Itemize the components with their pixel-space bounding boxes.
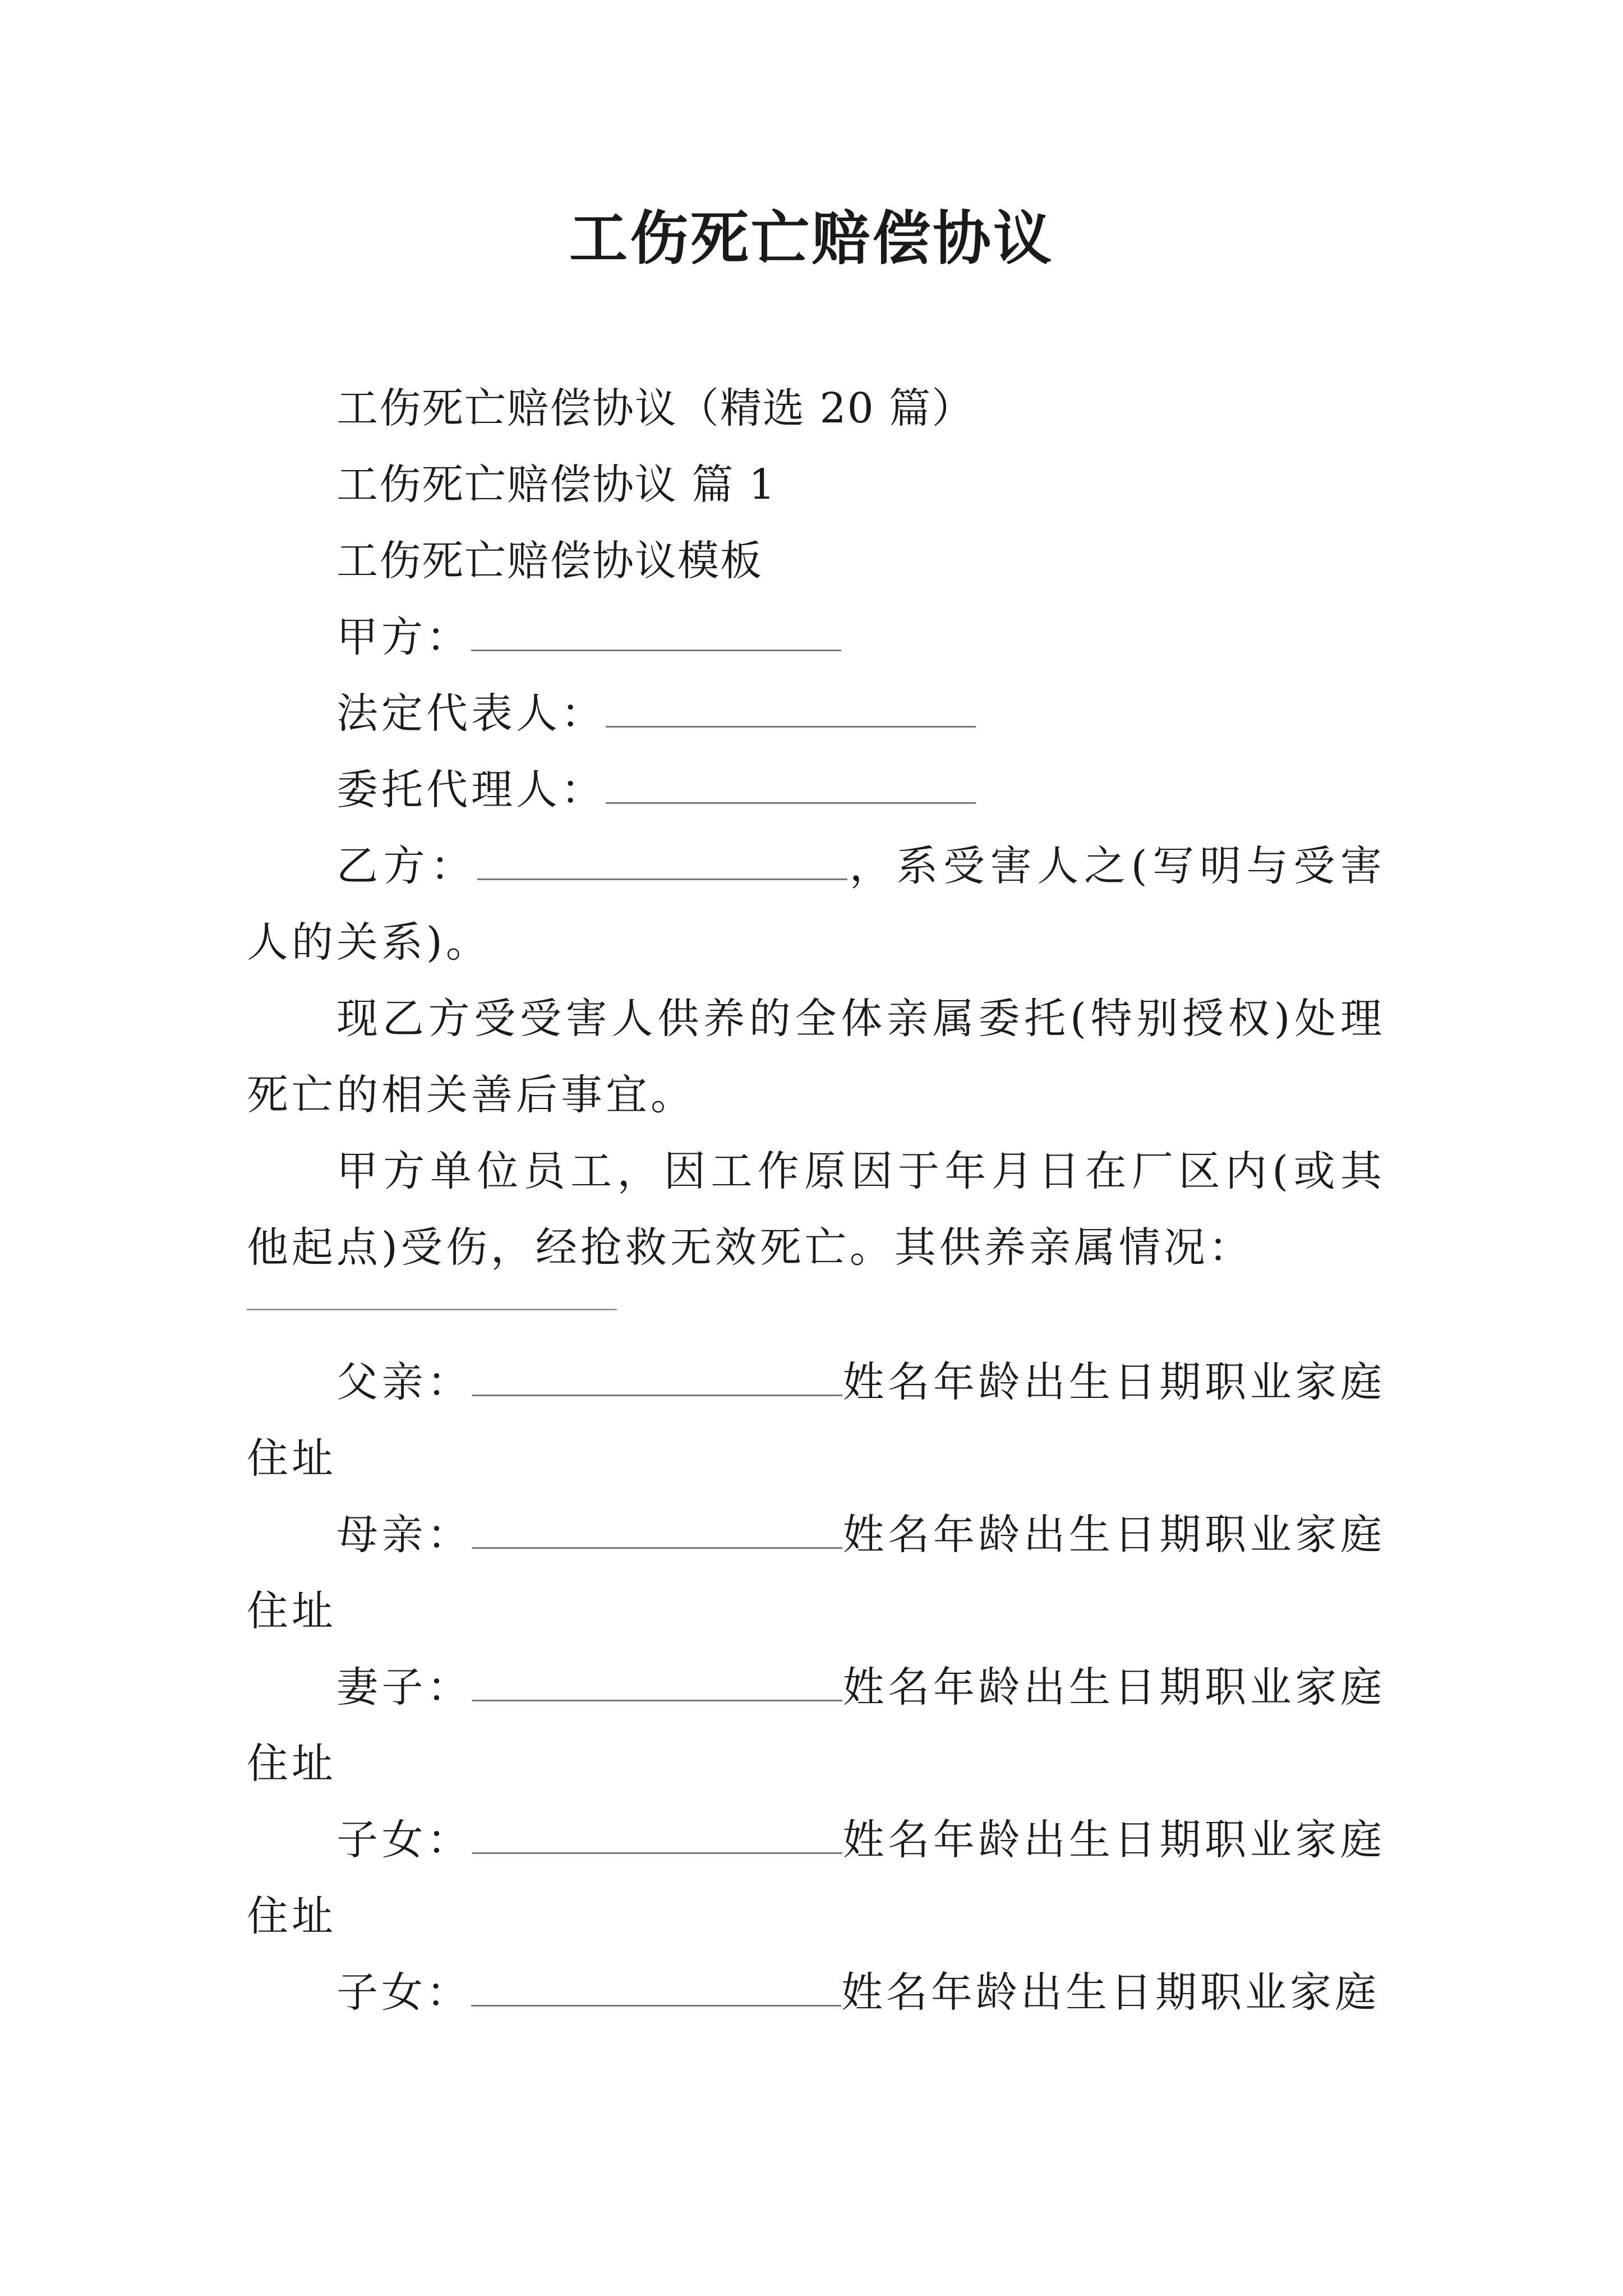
child1-blank[interactable]	[472, 1819, 842, 1854]
agent-label: 委托代理人：	[336, 766, 606, 814]
child2-blank[interactable]	[471, 1971, 841, 2007]
legal-rep-label: 法定代表人：	[336, 689, 606, 738]
relative-mother-line	[247, 1497, 1385, 1649]
document-title: 工伤死亡赔偿协议	[569, 204, 1054, 273]
mother-blank[interactable]	[472, 1513, 842, 1549]
template-heading: 工伤死亡赔偿协议模板	[336, 537, 763, 585]
party-b-blank[interactable]	[477, 845, 847, 880]
wife-label: 妻子：	[336, 1663, 472, 1711]
legal-rep-blank[interactable]	[606, 692, 976, 728]
relative-father-line	[247, 1344, 1385, 1497]
father-suffix: 姓名年龄出生日期职业家庭住址	[247, 1358, 1385, 1483]
party-b-label: 乙方：	[336, 842, 478, 890]
paragraph-entrust: 现乙方受受害人供养的全体亲属委托(特别授权)处理死亡的相关善后事宜。	[247, 995, 1385, 1119]
party-a-line	[247, 599, 1385, 675]
relative-child-line	[247, 1954, 1385, 2031]
agent-blank[interactable]	[606, 769, 976, 804]
party-a-label: 甲方：	[336, 613, 471, 661]
document-body	[247, 370, 1385, 2031]
paragraph-incident: 甲方单位员工，因工作原因于年月日在厂区内(或其他起点)受伤，经抢救无效死亡。其供养亲属情况：	[247, 1147, 1385, 1272]
party-b-line	[247, 828, 1385, 981]
child1-label: 子女：	[336, 1816, 472, 1864]
child2-suffix: 姓名年龄出生日期职业家庭	[841, 1968, 1380, 2017]
mother-suffix: 姓名年龄出生日期职业家庭住址	[247, 1511, 1385, 1635]
relative-wife-line	[247, 1649, 1385, 1802]
child1-suffix: 姓名年龄出生日期职业家庭住址	[247, 1816, 1385, 1940]
subtitle-line: 工伤死亡赔偿协议（精选 20 篇）	[336, 384, 975, 432]
legal-rep-line	[247, 675, 1385, 752]
wife-suffix: 姓名年龄出生日期职业家庭住址	[247, 1663, 1385, 1788]
party-b-suffix: ，系受害人之(写明与受害人的关系)。	[247, 842, 1386, 967]
father-blank[interactable]	[472, 1361, 842, 1396]
mother-label: 母亲：	[336, 1511, 472, 1559]
party-a-blank[interactable]	[471, 616, 841, 651]
relative-child-line	[247, 1802, 1385, 1954]
dependents-blank[interactable]	[247, 1308, 617, 1310]
child2-label: 子女：	[336, 1968, 471, 2017]
wife-blank[interactable]	[472, 1666, 842, 1701]
section-heading: 工伤死亡赔偿协议 篇 1	[336, 461, 777, 509]
father-label: 父亲：	[336, 1358, 472, 1406]
agent-line	[247, 752, 1385, 828]
